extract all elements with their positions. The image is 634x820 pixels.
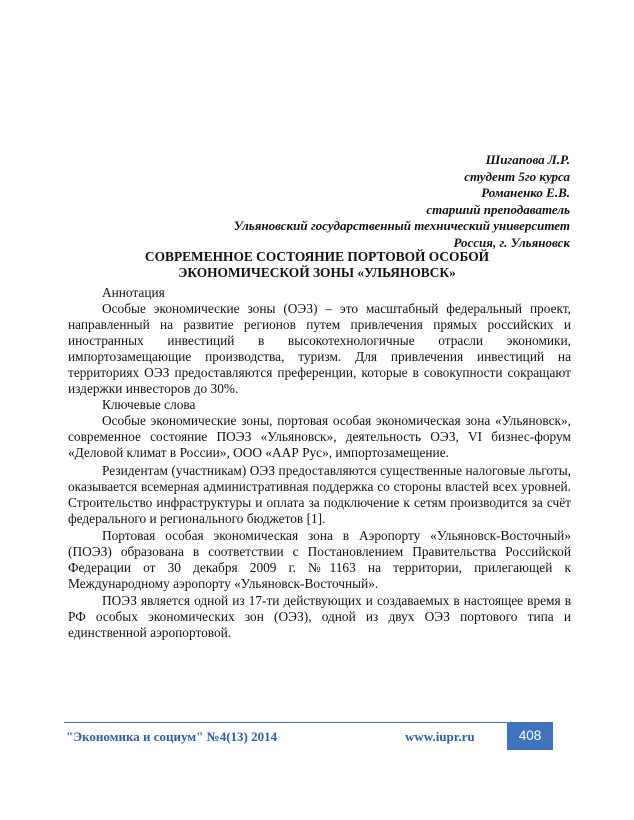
paragraph-poez: ПОЭЗ является одной из 17-ти действующих и создаваемых в настоящее время в РФ особых экономических зон (ОЭЗ), одной из двух ОЭЗ портового типа и единственной аэропортовой. xyxy=(68,592,571,640)
journal-website-link[interactable]: www.iupr.ru xyxy=(405,729,475,744)
author-location: Россия, г. Ульяновск xyxy=(453,234,570,250)
author-block xyxy=(180,152,570,251)
paragraph-residents: Резидентам (участникам) ОЭЗ предоставляются существенные налоговые льготы, оказывается всемерная административная поддержка со стороны властей всех уровней. Строительство инфраструктуры и оплата за подключение к сетям производится за счёт федерального и регионального бюджетов [1]. xyxy=(68,462,571,526)
article-title xyxy=(60,249,574,281)
journal-name: "Экономика и социум" №4(13) 2014 xyxy=(66,729,278,744)
annotation-text: Особые экономические зоны (ОЭЗ) – это масштабный федеральный проект, направленный на развитие регионов путем привлечения прямых российских и иностранных инвестиций в высокотехнологичные отрасли экономики, импортозамещающие производства, туризм. Для привлечения инвестиций на территориях ОЭЗ предоставляются преференции, которые в совокупности сокращают издержки инвесторов до 30%. xyxy=(68,301,571,397)
keywords-text: Особые экономические зоны, портовая особая экономическая зона «Ульяновск», современное состояние ПОЭЗ «Ульяновск», деятельность ОЭЗ, VI бизнес-форум «Деловой климат в России», ООО «ААР Рус», импортозамещение. xyxy=(68,413,571,461)
title-line-1: СОВРЕМЕННОЕ СОСТОЯНИЕ ПОРТОВОЙ ОСОБОЙ xyxy=(144,249,490,264)
footer-divider xyxy=(64,722,507,723)
paragraph-port-zone: Портовая особая экономическая зона в Аэропорту «Ульяновск-Восточный» (ПОЭЗ) образована в соответствии с Постановлением Правительства Российской Федерации от 30 декабря 2009 г. №1163 на территории, прилегающей к Международному аэропорту «Ульяновск-Восточный». xyxy=(68,527,571,591)
author-name-2: Романенко Е.В. xyxy=(481,185,570,200)
article-body xyxy=(68,285,571,641)
keywords-label: Ключевые слова xyxy=(102,397,196,413)
author-name-1: Шигапова Л.Р. xyxy=(485,152,570,167)
author-affiliation: Ульяновский государственный технический университет xyxy=(233,218,570,233)
title-line-2: ЭКОНОМИЧЕСКОЙ ЗОНЫ «УЛЬЯНОВСК» xyxy=(178,265,456,280)
author-position-2: старший преподаватель xyxy=(426,201,570,217)
annotation-label: Аннотация xyxy=(102,285,165,300)
author-position-1: студент 5го курса xyxy=(464,168,570,184)
page-number-badge: 408 xyxy=(507,722,553,750)
